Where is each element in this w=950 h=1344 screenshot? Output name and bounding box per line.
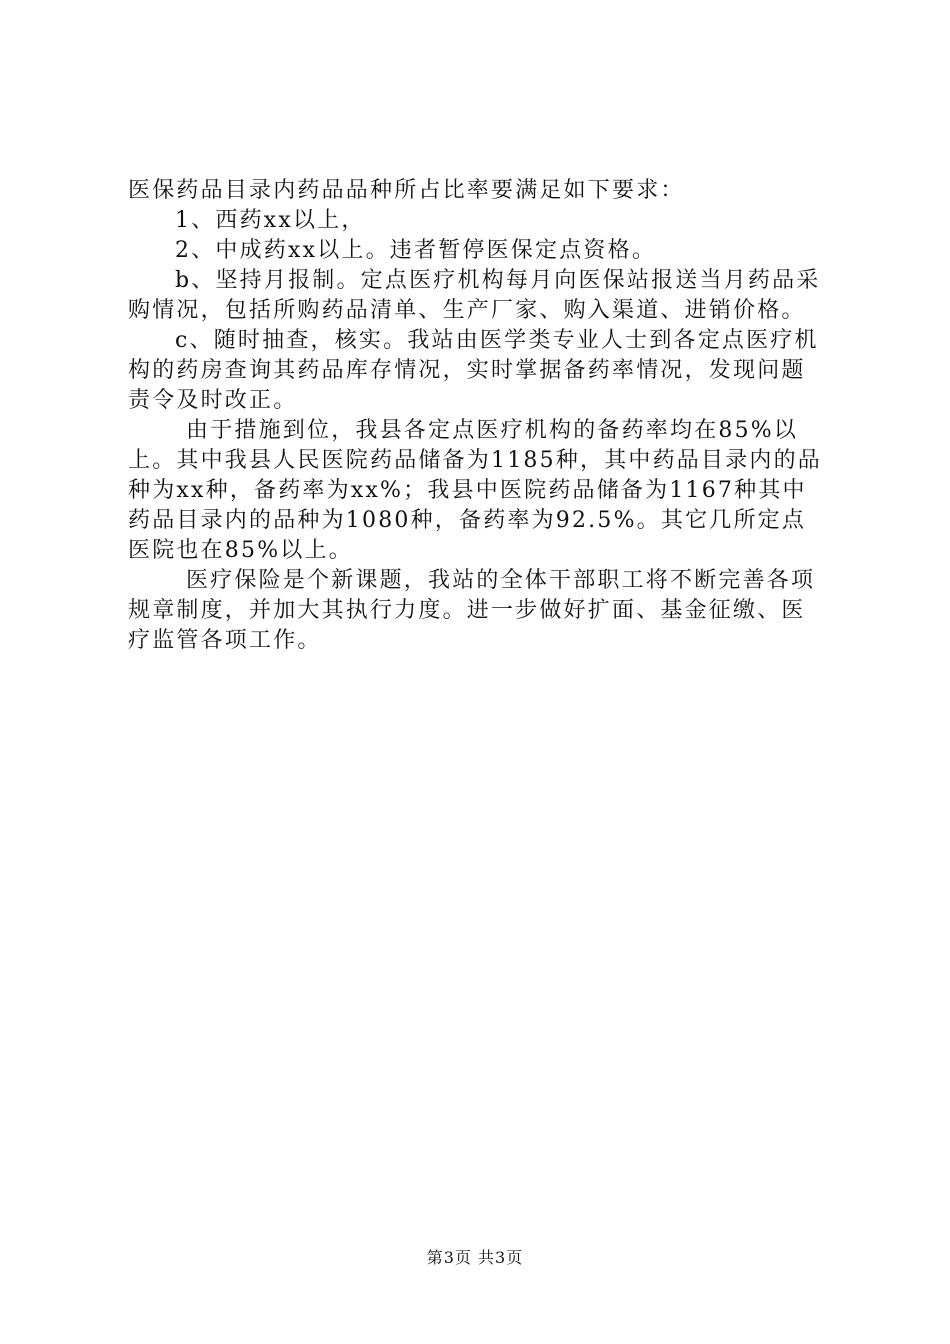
paragraph-monthly-report: b、坚持月报制。定点医疗机构每月向医保站报送当月药品采购情况，包括所购药品清单、生产厂家、购入渠道、进销价格。 [128, 268, 821, 323]
paragraph-item-western-medicine: 1、西药xx以上， [175, 208, 366, 233]
paragraph-item-chinese-medicine: 2、中成药xx以上。违者暂停医保定点资格。 [175, 238, 657, 263]
document-body [128, 176, 828, 656]
paragraph-results: 由于措施到位，我县各定点医疗机构的备药率均在85%以上。其中我县人民医院药品储备为1185种，其中药品目录内的品种为xx种，备药率为xx%；我县中医院药品储备为1167种其中药品目录内的品种为1080种，备药率为92.5%。其它几所定点医院也在85%以上。 [128, 418, 822, 563]
page-number-footer: 第3页 共3页 [426, 1248, 524, 1267]
paragraph-conclusion: 医疗保险是个新课题，我站的全体干部职工将不断完善各项规章制度，并加大其执行力度。进一步做好扩面、基金征缴、医疗监管各项工作。 [128, 568, 816, 653]
paragraph-intro: 医保药品目录内药品品种所占比率要满足如下要求： [128, 178, 685, 203]
paragraph-spot-check: c、随时抽查，核实。我站由医学类专业人士到各定点医疗机构的药房查询其药品库存情况，实时掌据备药率情况，发现问题责令及时改正。 [128, 328, 819, 413]
